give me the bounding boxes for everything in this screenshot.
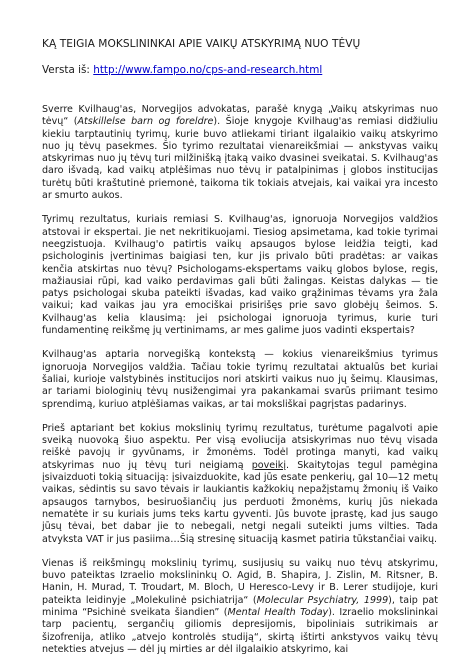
document-title: KĄ TEIGIA MOKSLININKAI APIE VAIKŲ ATSKYRIMĄ NUO TĖVŲ xyxy=(42,38,361,50)
paragraph-4-text-b: . Skaitytojas tegul pamėgina įsivaizduoti tokią situaciją: įsivaizduokite, kad jūs esate penkerių, gal 10—12 metų vaikas, sėdintis su savo tėvais ir laukiantis kažkokių nepažįstamų žmonių iš Vaiko apsaugos tarnybos, besiruošiančių jus perduoti žmonėms, kurių jūs niekada nematėte ir su kuriais jums teks kartu gyventi. Jūs buvote įprastę, kad jus saugo jūsų tėvai, bet dabar jie to nebegali, netgi negali suteikti jums vilties. Tada atvyksta VAT ir jus pasiima…Šią stresinę situaciją kasmet patiria tūkstančiai vaikų. xyxy=(42,459,438,545)
document-page xyxy=(42,38,438,668)
source-link[interactable]: http://www.fampo.no/cps-and-research.html xyxy=(93,64,323,76)
paragraph-3: Kvilhaug'as aptaria norvegišką kontekstą — kokius vienareikšmius tyrimus ignoruoja Norvegijos valdžia. Tačiau tokie tyrimų rezultatai aktualūs bet kuriai šaliai, kurioje valstybinės institucijos nori atskirti vaikus nuo jų šeimų. Klausimas, ar tariami biologinių tėvų nusižengimai yra pakankamai svarūs priimant tesimo sprendimą, kuriuo atplėšiamas vaikas, ar tai moksliškai pagrįstas padarinys. xyxy=(42,349,438,410)
paragraph-5 xyxy=(42,558,438,656)
paragraph-5-magazine-title: Mental Health Today xyxy=(227,606,329,618)
paragraph-1-text-a: Sverre Kvilhaug'as, Norvegijos advokatas, parašė knygą „Vaikų atskyrimas nuo tėvų“ ( xyxy=(42,104,438,128)
paragraph-5-journal-title: Molecular Psychiatry, 1999 xyxy=(256,594,389,606)
paragraph-4-underlined-word: poveikį xyxy=(251,459,286,471)
paragraph-1-book-title: Atskillelse barn og foreldre xyxy=(77,116,214,128)
paragraph-5-text-c: ). Izraelio mokslininkai tarp pacientų, sergančių giliomis depresijomis, bipoliniais sutrikimais ar šizofrenija, atliko „atvejo kontrolės studiją“, skirtą ištirti ankstyvos vaikų tėvų netekties atvejus — dėl jų mirties ar dėl ilgalaikio atskyrimo, kai xyxy=(42,606,438,655)
paragraph-1 xyxy=(42,104,438,202)
paragraph-5-text-a: Vienas iš reikšmingų mokslinių tyrimų, susijusių su vaikų nuo tėvų atskyrimu, buvo pateiktas Izraelio mokslininkų O. Agid, B. Shapira, J. Zislin, M. Ritsner, B. Hanin, H. Murad, T. Troudart, M. Bloch, U Heresco-Levy ir B. Lerer studijoje, kuri pateikta leidinyje „Molekulinė psichiatrija“ ( xyxy=(42,557,438,606)
paragraph-5-text-b: ), taip pat minima “Psichinė sveikata šiandien” ( xyxy=(42,594,438,618)
paragraph-4 xyxy=(42,423,438,546)
paragraph-4-text-a: Prieš aptariant bet kokius mokslinių tyrimų rezultatus, turėtume pagalvoti apie sveiką nuovoką šiuo aspektu. Per visą evoliucija atsiskyrimas nuo tėvų visada reiškė pavojų ir gyvūnams, ir žmonėms. Todėl protinga manyti, kad vaikų atskyrimas nuo jų tėvų turi neigiamą xyxy=(42,422,438,471)
paragraph-2: Tyrimų rezultatus, kuriais remiasi S. Kvilhaug'as, ignoruoja Norvegijos valdžios atstovai ir ekspertai. Jie net nekritikuojami. Tiesiog apsimetama, kad tokie tyrimai neegzistuoja. Kvilhaug'o patirtis vaikų apsaugos bylose leidžia teigti, kad psichologinis įvertinimas baigiasi ten, kur jis privalo būti pradėtas: ar vaikas kenčia atskirtas nuo tėvų? Psichologams-ekspertams vaikų globos bylose, regis, mažiausiai rūpi, kad vaiko perdavimas gali būti žalingas. Keistas dalykas — tie patys psichologai skuba pateikti išvadas, kad vaiko grąžinimas tėvams yra žala vaikui; kad vaikas jau yra emociškai prisirišęs prie savo globėjų šeimos. S. Kvilhaug'as kelia klausimą: jei psichologai ignoruoja tyrimus, kurie turi fundamentinę reikšmę jų vertinimams, ar mes galime juos vadinti ekspertais? xyxy=(42,214,438,337)
source-line xyxy=(42,64,438,77)
source-label: Versta iš: xyxy=(42,64,94,76)
paragraph-1-text-b: ). Šioje knygoje Kvilhaug'as remiasi didžiuliu kiekiu tarptautinių tyrimų, kurie buvo atliekami tiriant ilgalaikio vaikų atskyrimo nuo jų tėvų pasekmes. Šio tyrimo rezultatai vienareikšmiai — ankstyvas vaikų atskyrimas nuo jų tėvų turi milžinišką įtaką vaiko dvasinei sveikatai. S. Kvilhaug'as daro išvadą, kad vaikų atplėšimas nuo tėvų ir patalpinimas į globos institucijas turėtų būti kraštutinė priemonė, taikoma tik tokiais atvejais, kai vaikai yra incesto ar smurto aukos. xyxy=(42,116,438,202)
